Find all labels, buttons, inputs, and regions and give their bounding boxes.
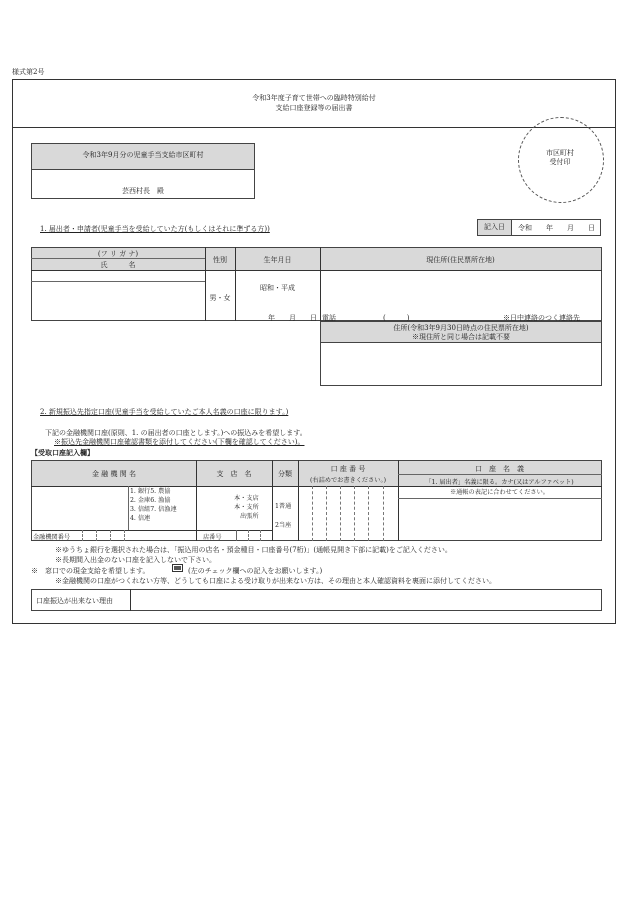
furigana-divider xyxy=(31,258,205,259)
reason-label: 口座振込が出来ない理由 xyxy=(36,597,113,605)
section1-heading: 1. 届出者・申請者(児童手当を受給していた方(もしくはそれに準ずる方)) xyxy=(40,225,270,233)
account-type-2[interactable]: 2当座 xyxy=(275,522,292,529)
branch-type-2[interactable]: 本・支所 xyxy=(234,504,259,511)
reason-input[interactable] xyxy=(131,590,601,610)
tel-format[interactable]: ( ) xyxy=(383,314,410,322)
number-col-label: 口 座 番 号 xyxy=(330,465,366,473)
section2-desc1: 下記の金融機関口座(原則、1. の届出者の口座とします。)への振込みを希望します。 xyxy=(45,429,307,437)
holder-note1: 「1. 届出者」名義に限る。カナ(又はアルファベット) xyxy=(425,479,574,486)
bank-type-2[interactable]: 2. 金庫6. 漁協 xyxy=(130,497,171,504)
addressee-header: 令和3年9月分の児童手当支給市区町村 xyxy=(32,144,254,170)
account-number-cell[interactable] xyxy=(368,486,369,541)
address-label: 現住所(住民票所在地) xyxy=(426,256,495,264)
vline-address xyxy=(320,247,321,321)
bank-code-cell[interactable] xyxy=(96,530,97,541)
vline-bank-types xyxy=(128,486,129,530)
title-line1: 令和3年度子育て世帯への臨時特別給付 xyxy=(252,94,376,102)
date-value[interactable]: 令和 年 月 日 xyxy=(518,224,595,232)
section2-heading: 2. 新規振込先指定口座(児童手当を受給していたご本人名義の口座に限ります。) xyxy=(40,408,289,416)
bank-code-cell[interactable] xyxy=(110,530,111,541)
type-col-label: 分類 xyxy=(278,470,292,478)
branch-code-cell[interactable] xyxy=(260,530,261,541)
branch-col-label: 支 店 名 xyxy=(216,470,252,478)
bank-code-cell[interactable] xyxy=(82,530,83,541)
holder-note2: ※通帳の表記に合わせてください。 xyxy=(450,489,549,496)
bank-type-4[interactable]: 4. 信連 xyxy=(130,515,151,522)
account-number-cell[interactable] xyxy=(354,486,355,541)
title-line2: 支給口座登録等の届出書 xyxy=(275,104,353,112)
branch-code-label: 店番号 xyxy=(203,534,222,541)
date-label: 記入日 xyxy=(478,220,512,235)
bank-code-cell[interactable] xyxy=(124,530,125,541)
stamp-line1: 市区町村 xyxy=(546,149,574,157)
bank-code-label: 金融機関番号 xyxy=(33,534,71,541)
birth-label: 生年月日 xyxy=(263,256,292,264)
bank-col-label: 金 融 機 関 名 xyxy=(92,470,136,478)
addressee-name: 芸西村長 殿 xyxy=(122,187,164,195)
sex-label: 性別 xyxy=(213,256,227,264)
name-label: 氏 名 xyxy=(100,261,136,269)
note-no-account: ※金融機関の口座がつくれない方等、どうしても口座による受け取りが出来ない方は、その理由と本人確認資料を裏面に添付してください。 xyxy=(55,577,496,585)
number-col-note: (右詰めでお書きください。) xyxy=(310,477,386,484)
bank-type-1[interactable]: 1. 銀行5. 農協 xyxy=(130,488,171,495)
note-dormant: ※長期間入出金のない口座を記入しないで下さい。 xyxy=(55,556,216,564)
holder-input[interactable] xyxy=(399,499,601,540)
name-input[interactable] xyxy=(32,282,204,320)
tel-note: ※日中連絡のつく連絡先 xyxy=(503,314,580,322)
bank-name-input[interactable] xyxy=(32,487,128,529)
note-yucho: ※ゆうちょ銀行を選択された場合は、「振込用の店名・預金種目・口座番号(7桁)」(通帳見開き下部に記載)をご記入ください。 xyxy=(55,546,452,554)
form-number: 様式第2号 xyxy=(12,68,45,76)
account-number-cell[interactable] xyxy=(312,486,313,541)
title-divider xyxy=(12,127,616,128)
note-cash: ※ 窓口での現金支給を希望します。 xyxy=(31,567,150,575)
branch-code-cell[interactable] xyxy=(248,530,249,541)
note-cash-check: (左のチェック欄への記入をお願いします。) xyxy=(188,567,323,575)
holder-header-divider xyxy=(398,474,602,475)
vline-sex xyxy=(205,247,206,321)
furigana-label: (フ リ ガ ナ) xyxy=(97,250,139,258)
birth-ymd[interactable]: 年 月 日 xyxy=(268,314,317,322)
branch-type-3[interactable]: 出張所 xyxy=(240,513,259,520)
furigana-input[interactable] xyxy=(32,271,204,281)
branch-code-divider xyxy=(236,530,237,541)
account-number-cell[interactable] xyxy=(326,486,327,541)
address2-line2: ※現住所と同じ場合は記載不要 xyxy=(412,333,510,341)
account-number-cell[interactable] xyxy=(383,486,384,541)
stamp-line2: 受付印 xyxy=(549,158,571,166)
address2-line1: 住所(令和3年9月30日時点の住民票所在地) xyxy=(393,324,529,332)
account-label: 【受取口座記入欄】 xyxy=(31,448,94,457)
holder-col-label: 口 座 名 義 xyxy=(475,465,524,473)
era-value[interactable]: 昭和・平成 xyxy=(260,284,295,292)
section2-desc2: ※振込先金融機関口座確認書類を添付してください(下欄を確認してください)。 xyxy=(54,438,305,446)
account-type-1[interactable]: 1普通 xyxy=(275,503,292,510)
account-number-cell[interactable] xyxy=(340,486,341,541)
cash-checkbox-icon[interactable] xyxy=(172,564,183,572)
tel-label: 電話 xyxy=(322,314,336,322)
branch-type-1[interactable]: 本・支店 xyxy=(234,495,259,502)
sex-value[interactable]: 男・女 xyxy=(209,294,231,302)
bank-type-3[interactable]: 3. 信組7. 信漁連 xyxy=(130,506,177,513)
